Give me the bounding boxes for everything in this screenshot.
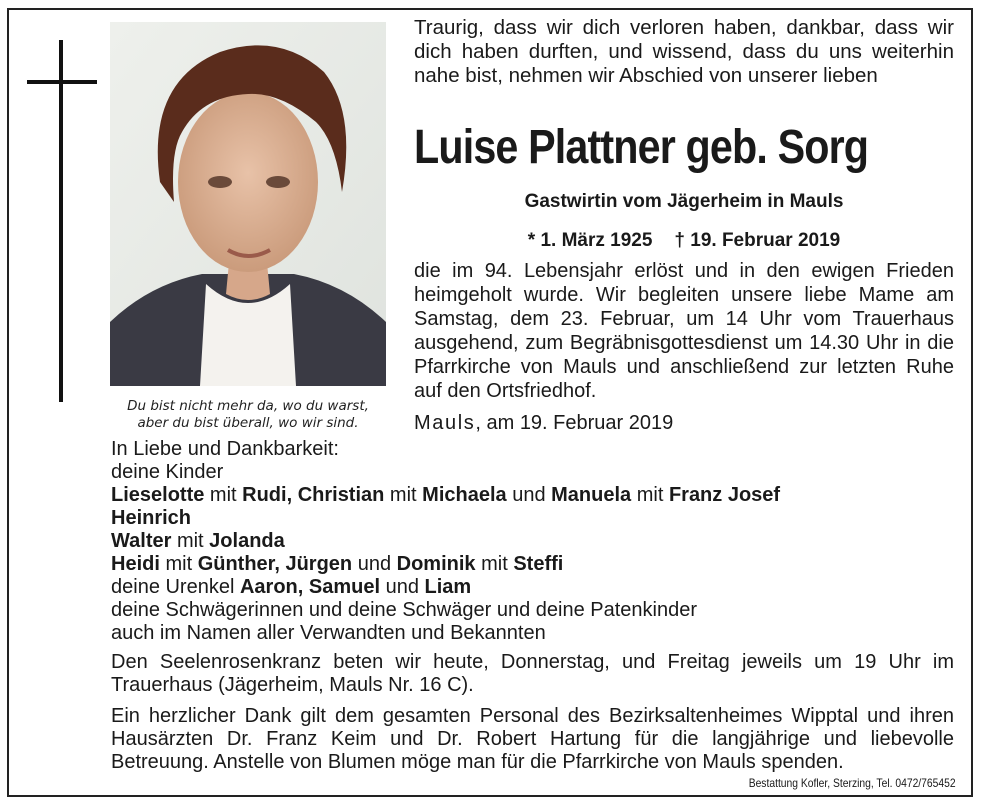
- intro-text: Traurig, dass wir dich verloren haben, dankbar, dass wir dich haben durften, und wissend, dass du uns weiterhin nahe bist, nehmen wir Abschied von unserer lieben: [414, 16, 954, 87]
- family-line: Heidi mit Günther, Jürgen und Dominik mit Steffi: [111, 553, 564, 575]
- children-label: deine Kinder: [111, 461, 224, 483]
- cross-icon-bar: [27, 80, 97, 84]
- death-date: † 19. Februar 2019: [674, 230, 841, 251]
- family-line: auch im Namen aller Verwandten und Bekannten: [111, 622, 546, 644]
- family-line: Walter mit Jolanda: [111, 530, 285, 552]
- portrait-photo: [110, 22, 386, 386]
- funeral-details: die im 94. Lebensjahr erlöst und in den ewigen Frieden heimgeholt wurde. Wir begleiten unsere liebe Mame am Samstag, dem 23. Februar, um 14 Uhr vom Trauerhaus ausgehend, zum Begräbnisgottesdienst um 14.30 Uhr in die Pfarrkirche von Mauls und anschließend zur letzten Ruhe auf den Ortsfriedhof.: [414, 260, 954, 402]
- family-line: Lieselotte mit Rudi, Christian mit Michaela und Manuela mit Franz Josef: [111, 484, 781, 506]
- family-line: Heinrich: [111, 507, 192, 529]
- quote-line: aber du bist überall, wo wir sind.: [137, 415, 359, 431]
- deceased-name: Luise Plattner geb. Sorg: [414, 121, 869, 174]
- memorial-quote: [110, 398, 386, 432]
- notice-date: , am 19. Februar 2019: [475, 412, 674, 434]
- family-line: deine Schwägerinnen und deine Schwäger und deine Patenkinder: [111, 599, 697, 621]
- cross-icon: [59, 40, 63, 402]
- deceased-role: Gastwirtin vom Jägerheim in Mauls: [524, 191, 844, 212]
- birth-date: * 1. März 1925: [527, 230, 653, 251]
- place-date: [414, 411, 673, 435]
- quote-line: Du bist nicht mehr da, wo du warst,: [127, 398, 369, 414]
- greeting: In Liebe und Dankbarkeit:: [111, 438, 339, 460]
- thanks-notice: Ein herzlicher Dank gilt dem gesamten Personal des Bezirksaltenheimes Wipptal und ihren Hausärzten Dr. Franz Keim und Dr. Robert Hartung für die langjährige und liebevolle Betreuung. Anstelle von Blumen möge man für die Pfarrkirche von Mauls spenden.: [111, 705, 954, 773]
- rosary-notice: Den Seelenrosenkranz beten wir heute, Donnerstag, und Freitag jeweils um 19 Uhr im Trauerhaus (Jägerheim, Mauls Nr. 16 C).: [111, 651, 954, 696]
- life-dates: [414, 229, 954, 253]
- family-line: deine Urenkel Aaron, Samuel und Liam: [111, 576, 472, 598]
- place-name: Mauls: [414, 412, 476, 434]
- family-section: [111, 438, 954, 774]
- undertaker-credit: Bestattung Kofler, Sterzing, Tel. 0472/765452: [749, 776, 956, 790]
